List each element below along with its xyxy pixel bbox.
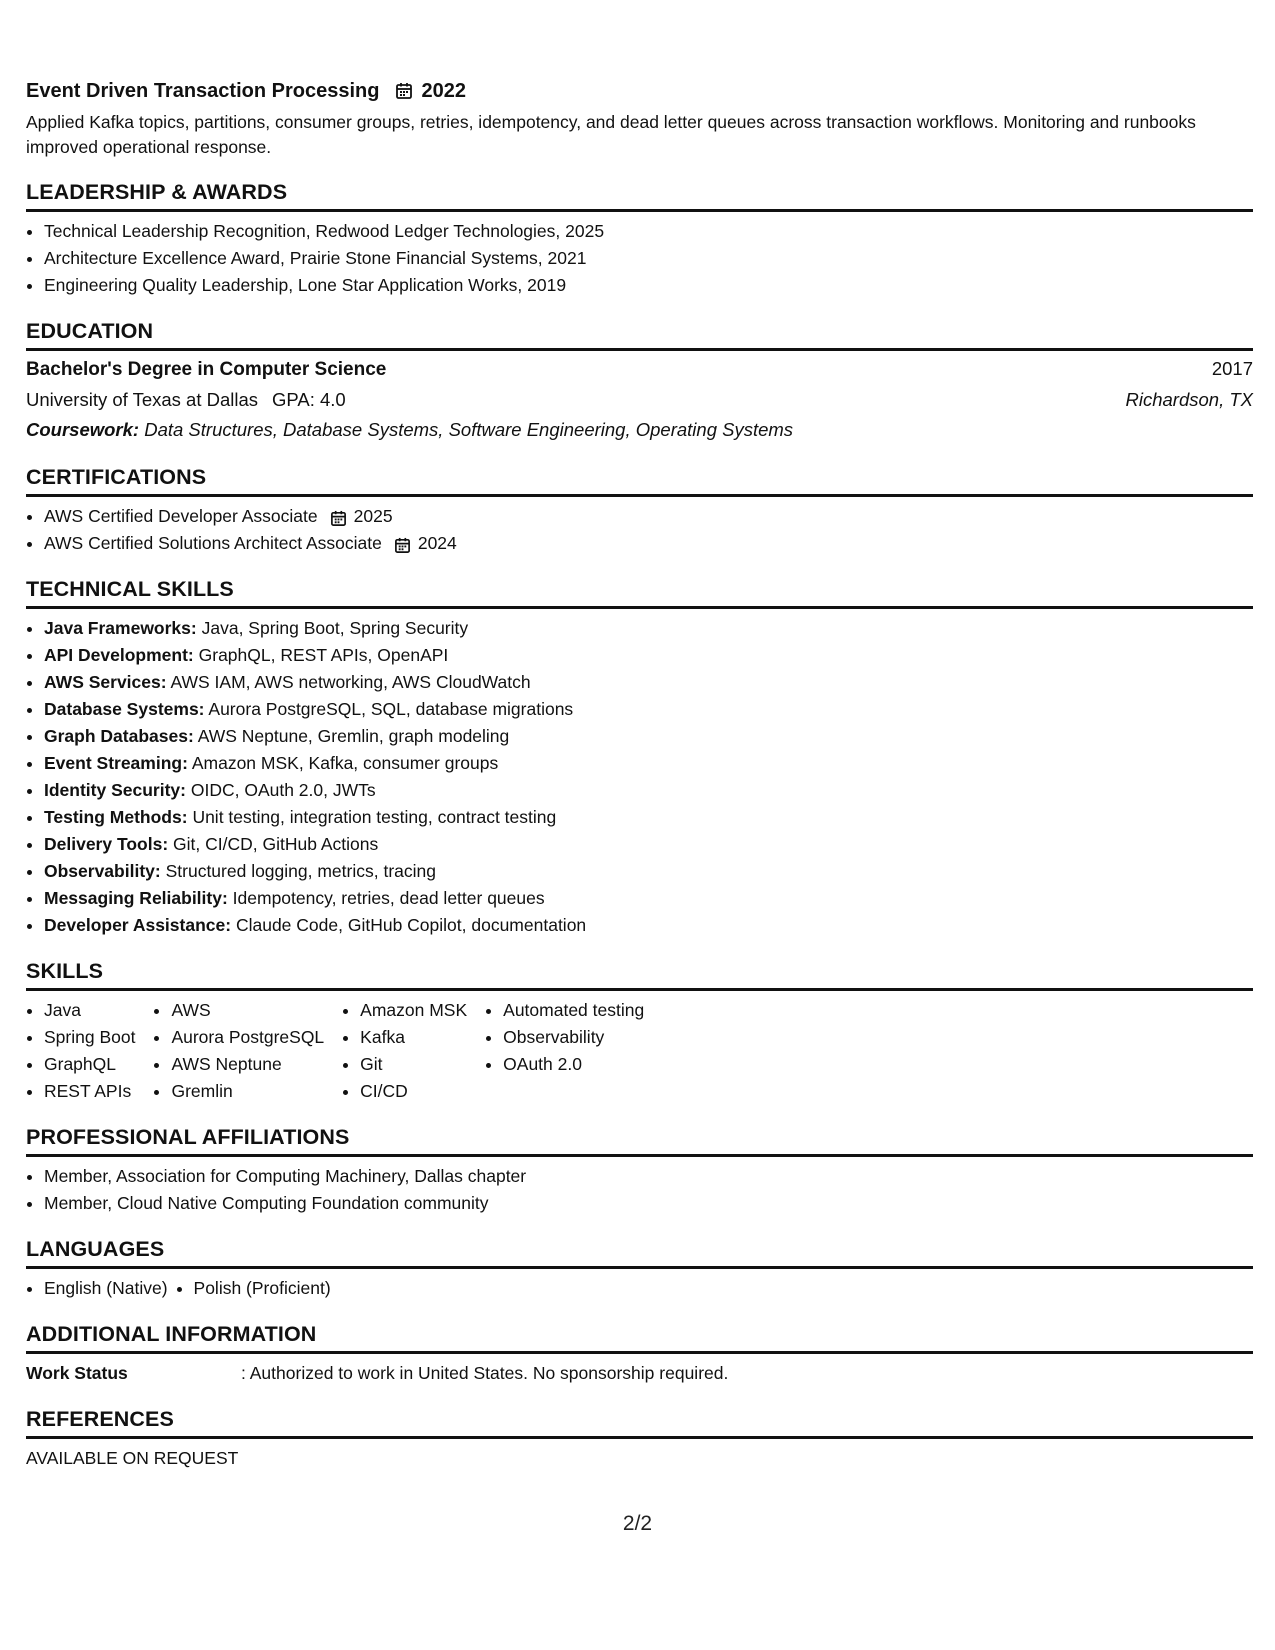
references-text: AVAILABLE ON REQUEST <box>26 1448 239 1468</box>
skills-column <box>153 997 324 1105</box>
calendar-icon <box>395 82 413 100</box>
skills-column <box>485 997 644 1105</box>
list-item: • AWS <box>171 997 324 1024</box>
education-section <box>26 318 1253 445</box>
list-item: • Polish (Proficient) <box>194 1275 331 1302</box>
certifications-list <box>26 503 1253 557</box>
section-title: EDUCATION <box>26 318 1253 351</box>
skill-values: Structured logging, metrics, tracing <box>165 861 436 881</box>
skill-values: Unit testing, integration testing, contract testing <box>192 807 557 827</box>
list-item <box>44 885 1253 912</box>
list-item <box>44 912 1253 939</box>
skill-category: Testing Methods: <box>44 807 188 827</box>
school-name: University of Texas at Dallas <box>26 389 259 410</box>
list-item <box>44 615 1253 642</box>
skill-category: AWS Services: <box>44 672 167 692</box>
list-item: • English (Native) <box>44 1275 168 1302</box>
list-item <box>44 777 1253 804</box>
cert-name: AWS Certified Solutions Architect Associate <box>44 533 382 553</box>
skill-category: Developer Assistance: <box>44 915 232 935</box>
list-item: • Member, Cloud Native Computing Foundation community <box>44 1190 1253 1217</box>
cert-name: AWS Certified Developer Associate <box>44 506 318 526</box>
additional-info-section <box>26 1321 1253 1387</box>
list-item <box>44 530 1253 557</box>
skill-values: Idempotency, retries, dead letter queues <box>232 888 545 908</box>
project-header <box>26 76 1253 106</box>
project-entry <box>26 76 1253 160</box>
leadership-section <box>26 179 1253 299</box>
work-status-label: Work Status <box>26 1363 128 1383</box>
list-item <box>44 642 1253 669</box>
list-item <box>44 750 1253 777</box>
resume-page <box>26 76 1253 1472</box>
project-description: Applied Kafka topics, partitions, consumer groups, retries, idempotency, and dead letter queues across transaction workflows. Monitoring and runbooks improved operational response. <box>26 112 1196 157</box>
list-item: • Spring Boot <box>44 1024 135 1051</box>
section-title: PROFESSIONAL AFFILIATIONS <box>26 1124 1253 1157</box>
skill-values: AWS IAM, AWS networking, AWS CloudWatch <box>170 672 531 692</box>
skill-values: Aurora PostgreSQL, SQL, database migrations <box>208 699 574 719</box>
certifications-section <box>26 464 1253 557</box>
list-item: • Architecture Excellence Award, Prairie Stone Financial Systems, 2021 <box>44 245 1253 272</box>
skill-values: Git, CI/CD, GitHub Actions <box>173 834 379 854</box>
section-title: LANGUAGES <box>26 1236 1253 1269</box>
list-item <box>44 696 1253 723</box>
list-item: • GraphQL <box>44 1051 135 1078</box>
section-title: TECHNICAL SKILLS <box>26 576 1253 609</box>
list-item: • OAuth 2.0 <box>503 1051 644 1078</box>
skill-category: Identity Security: <box>44 780 186 800</box>
references-section <box>26 1406 1253 1472</box>
list-item: • CI/CD <box>360 1078 467 1105</box>
skills-column <box>342 997 467 1105</box>
section-title: REFERENCES <box>26 1406 1253 1439</box>
list-item: • Kafka <box>360 1024 467 1051</box>
languages-section <box>26 1236 1253 1302</box>
section-title: LEADERSHIP & AWARDS <box>26 179 1253 212</box>
calendar-icon <box>330 508 348 526</box>
list-item: • Observability <box>503 1024 644 1051</box>
list-item <box>44 858 1253 885</box>
list-item <box>44 831 1253 858</box>
skills-grid <box>26 991 1253 1105</box>
skill-values: AWS Neptune, Gremlin, graph modeling <box>197 726 510 746</box>
list-item: • Automated testing <box>503 997 644 1024</box>
list-item: • Technical Leadership Recognition, Redwood Ledger Technologies, 2025 <box>44 218 1253 245</box>
school-location: Richardson, TX <box>1125 389 1253 410</box>
coursework-label: Coursework: <box>26 419 140 440</box>
affiliations-section <box>26 1124 1253 1217</box>
list-item: • AWS Neptune <box>171 1051 324 1078</box>
skill-values: GraphQL, REST APIs, OpenAPI <box>198 645 449 665</box>
project-year: 2022 <box>421 79 466 102</box>
list-item: • Amazon MSK <box>360 997 467 1024</box>
section-title: CERTIFICATIONS <box>26 464 1253 497</box>
list-item <box>44 804 1253 831</box>
list-item: • REST APIs <box>44 1078 135 1105</box>
list-item: • Gremlin <box>171 1078 324 1105</box>
list-item <box>44 503 1253 530</box>
technical-skills-list <box>26 615 1253 939</box>
list-item: • Member, Association for Computing Machinery, Dallas chapter <box>44 1163 1253 1190</box>
coursework <box>26 415 1253 445</box>
cert-year: 2025 <box>353 506 393 526</box>
languages-list <box>26 1275 357 1302</box>
coursework-list: Data Structures, Database Systems, Software Engineering, Operating Systems <box>144 419 794 440</box>
skill-category: Messaging Reliability: <box>44 888 228 908</box>
degree-title: Bachelor's Degree in Computer Science <box>26 359 387 380</box>
skill-category: Database Systems: <box>44 699 205 719</box>
skill-category: Event Streaming: <box>44 753 188 773</box>
skill-values: Java, Spring Boot, Spring Security <box>201 618 469 638</box>
list-item: • Aurora PostgreSQL <box>171 1024 324 1051</box>
skill-category: Graph Databases: <box>44 726 194 746</box>
skill-values: Claude Code, GitHub Copilot, documentation <box>235 915 587 935</box>
skill-values: OIDC, OAuth 2.0, JWTs <box>190 780 376 800</box>
work-status-value: : Authorized to work in United States. No sponsorship required. <box>241 1363 729 1383</box>
page-number: 2/2 <box>622 1512 653 1535</box>
section-title: SKILLS <box>26 958 1253 991</box>
list-item <box>44 723 1253 750</box>
gpa: GPA: 4.0 <box>272 389 346 410</box>
affiliations-list <box>26 1163 1253 1217</box>
calendar-icon <box>394 535 412 553</box>
leadership-list <box>26 218 1253 299</box>
list-item: • Engineering Quality Leadership, Lone Star Application Works, 2019 <box>44 272 1253 299</box>
skill-category: Observability: <box>44 861 161 881</box>
section-title: ADDITIONAL INFORMATION <box>26 1321 1253 1354</box>
technical-skills-section <box>26 576 1253 939</box>
list-item: • Java <box>44 997 135 1024</box>
skill-category: API Development: <box>44 645 194 665</box>
skill-category: Java Frameworks: <box>44 618 197 638</box>
graduation-year: 2017 <box>1211 358 1253 379</box>
skills-column <box>26 997 135 1105</box>
skill-values: Amazon MSK, Kafka, consumer groups <box>191 753 499 773</box>
list-item: • Git <box>360 1051 467 1078</box>
cert-year: 2024 <box>417 533 457 553</box>
project-title: Event Driven Transaction Processing <box>26 79 380 102</box>
list-item <box>44 669 1253 696</box>
skills-section <box>26 958 1253 1105</box>
skill-category: Delivery Tools: <box>44 834 169 854</box>
